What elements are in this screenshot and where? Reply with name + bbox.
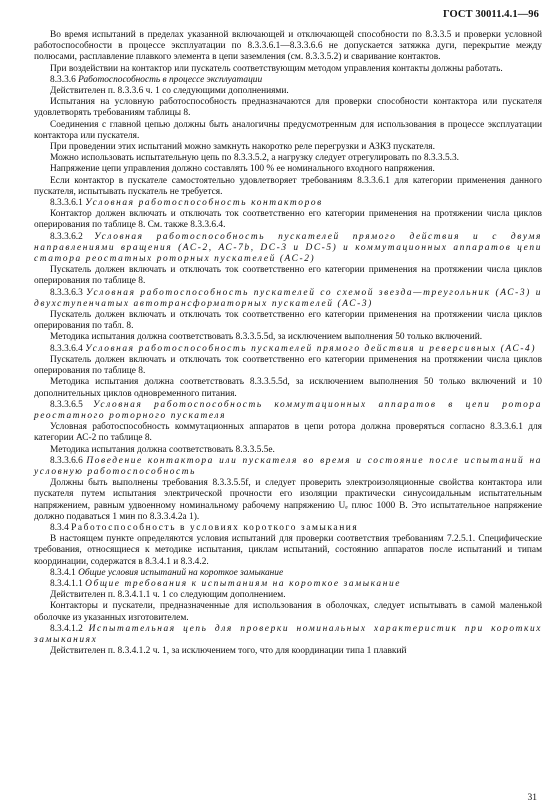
body-paragraph: Методика испытания должна соответствовать 8.3.3.5.5d, за исключением выполнения 50 только включений. — [50, 332, 483, 343]
section-number: 8.3.3.6 — [50, 74, 76, 85]
section-title: Работоспособность в процессе эксплуатации — [78, 74, 263, 85]
body-paragraph: Условная работоспособность коммутационных аппаратов в цепи ротора должна проверяться согласно 8.3.3.6.1 для категории АС-2 по таблице 8. — [34, 422, 542, 444]
section-heading — [34, 523, 542, 534]
section-heading — [34, 75, 542, 86]
section-number: 8.3.4.1.2 — [50, 623, 83, 634]
section-title: Испытательная цепь для проверки номинальных характеристик при коротких замыканиях — [34, 623, 543, 645]
body-paragraph: Пускатель должен включать и отключать ток соответственно его категории применения на протяжении числа циклов оперирования по таблице 8. — [34, 354, 542, 377]
section-title: Поведение контактора или пускателя во время и состояние после испытаний на условную работоспособность — [34, 455, 542, 477]
body-paragraph: Пускатель должен включать и отключать ток соответственно его категории применения на протяжении числа циклов оперирования по таблице 8. — [34, 265, 542, 287]
body-paragraph: В настоящем пункте определяются условия испытаний для проверки соответствия требованиям 7.2.5.1. Специфические требования, относящиеся к методике испытания, циклам испытаний, состоянию аппаратов после испытаний и типам координации, содержатся в 8.3.4.1 и 8.3.4.2. — [34, 534, 542, 567]
body-paragraph: Методика испытания должна соответствовать 8.3.3.5.5е. — [50, 444, 275, 455]
section-heading — [34, 232, 542, 266]
section-heading — [34, 400, 542, 422]
body-paragraph: Контакторы и пускатели, предназначенные для использования в оболочках, следует испытывать в самой маленькой оболочке из указанных изготовителем. — [34, 601, 542, 623]
body-paragraph: Методика испытания должна соответствовать 8.3.3.5.5d, за исключением выполнения 50 только включений и 10 дополнительных циклов одновременного питания. — [34, 377, 542, 399]
section-title: Условная работоспособность пускателей со схемой звезда—треугольник (АС-3) и двухступенчатых автотрансформаторных пускателей (АС-3) — [34, 287, 542, 309]
section-title: Общие требования к испытаниям на короткое замыкание — [85, 578, 402, 589]
section-heading — [34, 198, 542, 209]
section-number: 8.3.4 — [50, 522, 69, 533]
body-paragraph: Можно использовать испытательную цепь по 8.3.3.5.2, а нагрузку следует отрегулировать по 8.3.3.5.3. — [50, 153, 460, 164]
body-paragraph: Соединения с главной цепью должны быть аналогичны предусмотренным для использования в процессе эксплуатации контактора или пускателя. — [34, 119, 542, 141]
section-number: 8.3.4.1.1 — [50, 578, 83, 589]
section-number: 8.3.3.6.5 — [50, 399, 83, 410]
section-heading — [34, 456, 542, 478]
section-title: Условная работоспособность пускателей прямого действия и реверсивных (АС-4) — [85, 343, 537, 354]
section-number: 8.3.3.6.2 — [50, 231, 83, 242]
section-heading — [34, 344, 542, 355]
body-paragraph: При воздействии на контактор или пускатель соответствующим методом управления контакты должны работать. — [50, 63, 503, 74]
document-code-header: ГОСТ 30011.4.1—96 — [442, 9, 539, 20]
body-paragraph: Действителен п. 8.3.4.1.1 ч. 1 со следующим дополнением. — [50, 590, 286, 601]
body-paragraph: Пускатель должен включать и отключать ток соответственно его категории применения на протяжении числа циклов оперирования по табл. 8. — [34, 310, 542, 332]
body-paragraph: Испытания на условную работоспособность предназначаются для проверки способности контактора или пускателя удовлетворять требованиям таблицы 8. — [34, 97, 542, 119]
section-heading — [34, 579, 542, 590]
section-number: 8.3.4.1 — [50, 567, 76, 578]
body-paragraph: Если контактор в пускателе самостоятельно удовлетворяет требованиям 8.3.3.6.1 для категории применения данного пускателя, испытывать пускатель не требуется. — [34, 175, 542, 197]
section-heading — [34, 288, 542, 310]
section-title: Условная работоспособность коммутационных аппаратов в цепи ротора реостатного роторного пускателя — [34, 399, 542, 421]
section-number: 8.3.3.6.1 — [50, 198, 83, 209]
body-paragraph: Должны быть выполнены требования 8.3.3.5.5f, и следует проверить электроизоляционные свойства контактора или пускателя путем испытания электрической прочности его изоляции практически синусоидальным испытательным напряжением, равным удвоенному номинальному рабочему напряжению Uₑ плюс 1000 В. Это испытательное напряжение должно подаваться 1 мин по 8.3.3.4.2а 1). — [34, 478, 542, 522]
body-paragraph: Контактор должен включать и отключать ток соответственно его категории применения на протяжении числа циклов оперирования по таблице 8. См. также 8.3.3.6.4. — [34, 209, 542, 231]
section-number: 8.3.3.6.6 — [50, 455, 83, 466]
section-number: 8.3.3.6.4 — [50, 343, 83, 354]
section-heading — [34, 624, 542, 646]
section-title: Условная работоспособность контакторов — [85, 198, 323, 209]
page-number: 31 — [527, 793, 537, 803]
body-paragraph: Действителен п. 8.3.3.6 ч. 1 со следующими дополнениями. — [50, 86, 289, 97]
section-title: Условная работоспособность пускателей прямого действия и с двумя направлениями вращения (АС-2, АС-7b, DC-3 и DC-5) и коммутационных аппаратов цепи статора реостатных роторных пускателей (АС-2) — [34, 231, 543, 265]
document-body — [34, 30, 542, 657]
body-paragraph: Напряжение цепи управления должно составлять 100 % ее номинального входного напряжения. — [50, 164, 435, 175]
section-number: 8.3.3.6.3 — [50, 287, 83, 298]
body-paragraph: Во время испытаний в пределах указанной включающей и отключающей способности по 8.3.3.5 и проверки условной работоспособности в процессе эксплуатации по 8.3.3.6.1—8.3.3.6.6 не допускается затяжка дуги, перекрытие между полюсами, расплавление плавкого элемента в цепи заземления (см. 8.3.3.5.2) и сваривание контактов. — [34, 30, 542, 63]
section-title: Работоспособность в условиях короткого замыкания — [71, 522, 359, 533]
body-paragraph: Действителен п. 8.3.4.1.2 ч. 1, за исключением того, что для координации типа 1 плавкий — [50, 646, 407, 657]
section-heading — [34, 568, 542, 579]
body-paragraph: При проведении этих испытаний можно замкнуть накоротко реле перегрузки и АЗКЗ пускателя. — [50, 142, 435, 153]
section-title: Общие условия испытаний на короткое замыкание — [78, 567, 284, 578]
